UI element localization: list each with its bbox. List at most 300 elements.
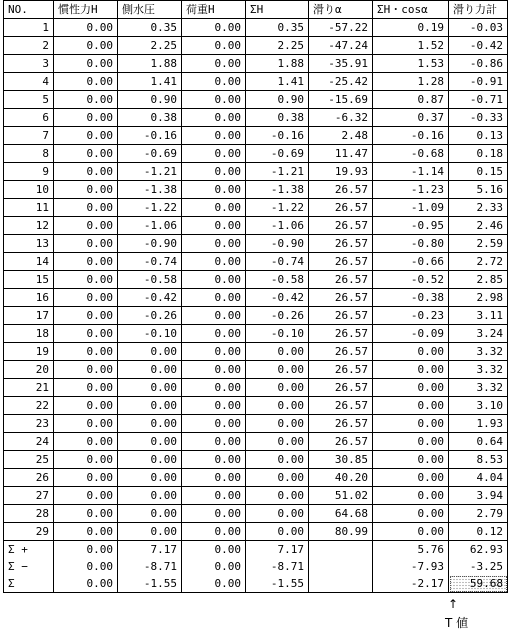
cell-side-water-pressure: 0.00: [118, 451, 182, 469]
table-row: [4, 397, 508, 415]
cell-no: 12: [4, 217, 54, 235]
cell-sum-h: -0.74: [246, 253, 309, 271]
cell-sum-h-cos-alpha: 0.00: [373, 343, 449, 361]
cell-no: 13: [4, 235, 54, 253]
cell-sum-h: -0.58: [246, 271, 309, 289]
cell-side-water-pressure: -1.21: [118, 163, 182, 181]
summary-cell-side-water-pressure: 7.17: [118, 541, 182, 559]
table-row: [4, 505, 508, 523]
cell-load-h: 0.00: [182, 73, 246, 91]
cell-sum-h: 0.00: [246, 469, 309, 487]
cell-slip-alpha: -25.42: [309, 73, 373, 91]
table-row: [4, 343, 508, 361]
cell-sum-h: -0.42: [246, 289, 309, 307]
table-row: [4, 127, 508, 145]
table-row: [4, 451, 508, 469]
cell-sum-h-cos-alpha: -0.52: [373, 271, 449, 289]
cell-load-h: 0.00: [182, 199, 246, 217]
cell-side-water-pressure: -0.69: [118, 145, 182, 163]
summary-cell-no: Σ −: [4, 558, 54, 575]
summary-cell-slip-alpha: [309, 575, 373, 593]
cell-no: 9: [4, 163, 54, 181]
summary-cell-sum-h: -8.71: [246, 558, 309, 575]
cell-inertia-h: 0.00: [54, 397, 118, 415]
cell-sum-h-cos-alpha: 0.37: [373, 109, 449, 127]
table-body: [4, 1, 508, 593]
cell-sum-h: 0.00: [246, 397, 309, 415]
cell-load-h: 0.00: [182, 325, 246, 343]
cell-sum-h-cos-alpha: -1.09: [373, 199, 449, 217]
cell-inertia-h: 0.00: [54, 181, 118, 199]
cell-no: 25: [4, 451, 54, 469]
cell-slip-force-total: 2.72: [449, 253, 508, 271]
cell-no: 23: [4, 415, 54, 433]
cell-slip-force-total: 2.98: [449, 289, 508, 307]
cell-side-water-pressure: -1.22: [118, 199, 182, 217]
cell-slip-alpha: 2.48: [309, 127, 373, 145]
cell-sum-h-cos-alpha: 1.52: [373, 37, 449, 55]
table-row: [4, 325, 508, 343]
cell-slip-force-total: 0.13: [449, 127, 508, 145]
cell-sum-h: -1.21: [246, 163, 309, 181]
cell-sum-h: 0.00: [246, 361, 309, 379]
table-row: [4, 487, 508, 505]
cell-slip-force-total: 3.24: [449, 325, 508, 343]
cell-inertia-h: 0.00: [54, 307, 118, 325]
cell-slip-alpha: 26.57: [309, 397, 373, 415]
summary-cell-slip-alpha: [309, 541, 373, 559]
cell-slip-force-total: 2.79: [449, 505, 508, 523]
cell-sum-h-cos-alpha: 1.53: [373, 55, 449, 73]
cell-sum-h-cos-alpha: -1.14: [373, 163, 449, 181]
cell-no: 27: [4, 487, 54, 505]
summary-cell-sum-h: -1.55: [246, 575, 309, 593]
cell-no: 1: [4, 19, 54, 37]
cell-sum-h: 0.00: [246, 451, 309, 469]
cell-side-water-pressure: 0.00: [118, 469, 182, 487]
header-row: [4, 1, 508, 19]
table-row: [4, 433, 508, 451]
cell-no: 16: [4, 289, 54, 307]
cell-load-h: 0.00: [182, 145, 246, 163]
header-load-h: 荷重H: [182, 1, 246, 19]
summary-cell-slip-alpha: [309, 558, 373, 575]
summary-cell-side-water-pressure: -1.55: [118, 575, 182, 593]
cell-side-water-pressure: -0.16: [118, 127, 182, 145]
cell-side-water-pressure: -0.10: [118, 325, 182, 343]
cell-sum-h: 0.38: [246, 109, 309, 127]
cell-load-h: 0.00: [182, 343, 246, 361]
summary-cell-side-water-pressure: -8.71: [118, 558, 182, 575]
cell-side-water-pressure: 0.00: [118, 379, 182, 397]
cell-slip-alpha: 26.57: [309, 253, 373, 271]
cell-slip-force-total: 3.32: [449, 343, 508, 361]
cell-sum-h: -1.38: [246, 181, 309, 199]
cell-sum-h: 0.35: [246, 19, 309, 37]
summary-cell-inertia-h: 0.00: [54, 575, 118, 593]
cell-inertia-h: 0.00: [54, 523, 118, 541]
cell-slip-alpha: -35.91: [309, 55, 373, 73]
cell-no: 28: [4, 505, 54, 523]
cell-slip-force-total: -0.71: [449, 91, 508, 109]
cell-inertia-h: 0.00: [54, 55, 118, 73]
cell-slip-force-total: -0.33: [449, 109, 508, 127]
cell-sum-h-cos-alpha: 0.00: [373, 361, 449, 379]
cell-side-water-pressure: 0.35: [118, 19, 182, 37]
summary-cell-sum-h-cos-alpha: -2.17: [373, 575, 449, 593]
table-row: [4, 235, 508, 253]
cell-sum-h-cos-alpha: -0.23: [373, 307, 449, 325]
summary-cell-slip-force-total: -3.25: [449, 558, 508, 575]
cell-no: 22: [4, 397, 54, 415]
cell-side-water-pressure: 0.00: [118, 523, 182, 541]
header-slip-force-total: 滑り力計: [449, 1, 508, 19]
summary-cell-no: Σ: [4, 575, 54, 593]
cell-side-water-pressure: -0.42: [118, 289, 182, 307]
cell-slip-force-total: 2.85: [449, 271, 508, 289]
cell-sum-h: 1.88: [246, 55, 309, 73]
cell-sum-h-cos-alpha: 0.00: [373, 523, 449, 541]
cell-inertia-h: 0.00: [54, 19, 118, 37]
cell-slip-force-total: 2.59: [449, 235, 508, 253]
cell-inertia-h: 0.00: [54, 505, 118, 523]
cell-slip-alpha: 80.99: [309, 523, 373, 541]
cell-slip-alpha: 30.85: [309, 451, 373, 469]
cell-slip-force-total: 0.18: [449, 145, 508, 163]
sum-plus-row: [4, 541, 508, 559]
summary-cell-load-h: 0.00: [182, 558, 246, 575]
cell-slip-force-total: 2.33: [449, 199, 508, 217]
cell-side-water-pressure: 0.00: [118, 505, 182, 523]
cell-side-water-pressure: 0.38: [118, 109, 182, 127]
cell-sum-h: 0.00: [246, 415, 309, 433]
t-value-cell: 59.68: [449, 575, 508, 593]
cell-inertia-h: 0.00: [54, 235, 118, 253]
cell-slip-force-total: 4.04: [449, 469, 508, 487]
cell-slip-alpha: -47.24: [309, 37, 373, 55]
cell-sum-h-cos-alpha: -0.95: [373, 217, 449, 235]
cell-inertia-h: 0.00: [54, 415, 118, 433]
cell-slip-alpha: 11.47: [309, 145, 373, 163]
cell-no: 6: [4, 109, 54, 127]
summary-cell-load-h: 0.00: [182, 541, 246, 559]
cell-sum-h-cos-alpha: -0.16: [373, 127, 449, 145]
cell-sum-h-cos-alpha: 0.00: [373, 469, 449, 487]
cell-side-water-pressure: 0.00: [118, 397, 182, 415]
cell-inertia-h: 0.00: [54, 343, 118, 361]
summary-cell-no: Σ +: [4, 541, 54, 559]
cell-slip-alpha: 26.57: [309, 379, 373, 397]
table-row: [4, 37, 508, 55]
cell-sum-h: -1.22: [246, 199, 309, 217]
cell-load-h: 0.00: [182, 109, 246, 127]
cell-side-water-pressure: -0.74: [118, 253, 182, 271]
cell-slip-force-total: -0.03: [449, 19, 508, 37]
cell-no: 26: [4, 469, 54, 487]
cell-no: 11: [4, 199, 54, 217]
cell-inertia-h: 0.00: [54, 91, 118, 109]
cell-sum-h-cos-alpha: -0.68: [373, 145, 449, 163]
cell-slip-alpha: 40.20: [309, 469, 373, 487]
cell-slip-alpha: 19.93: [309, 163, 373, 181]
cell-slip-force-total: 0.64: [449, 433, 508, 451]
cell-load-h: 0.00: [182, 487, 246, 505]
table-row: [4, 271, 508, 289]
cell-slip-force-total: 0.15: [449, 163, 508, 181]
cell-sum-h: 0.00: [246, 523, 309, 541]
table-row: [4, 307, 508, 325]
up-arrow-icon: ↑: [447, 597, 459, 611]
cell-side-water-pressure: -1.06: [118, 217, 182, 235]
cell-sum-h-cos-alpha: -0.80: [373, 235, 449, 253]
table-row: [4, 163, 508, 181]
summary-cell-load-h: 0.00: [182, 575, 246, 593]
sum-total-row: [4, 575, 508, 593]
cell-side-water-pressure: 0.00: [118, 433, 182, 451]
cell-sum-h: 0.00: [246, 487, 309, 505]
cell-slip-alpha: -6.32: [309, 109, 373, 127]
cell-no: 15: [4, 271, 54, 289]
cell-slip-alpha: 26.57: [309, 361, 373, 379]
cell-slip-alpha: 26.57: [309, 271, 373, 289]
cell-inertia-h: 0.00: [54, 145, 118, 163]
cell-sum-h-cos-alpha: 0.00: [373, 505, 449, 523]
cell-side-water-pressure: 1.88: [118, 55, 182, 73]
cell-slip-alpha: -57.22: [309, 19, 373, 37]
slip-force-table-container: [3, 0, 508, 630]
cell-sum-h: 1.41: [246, 73, 309, 91]
cell-inertia-h: 0.00: [54, 109, 118, 127]
header-sum-h: ΣH: [246, 1, 309, 19]
cell-slip-force-total: 3.10: [449, 397, 508, 415]
cell-slip-alpha: 26.57: [309, 325, 373, 343]
cell-slip-alpha: 26.57: [309, 217, 373, 235]
cell-slip-alpha: 26.57: [309, 199, 373, 217]
cell-inertia-h: 0.00: [54, 469, 118, 487]
cell-slip-force-total: -0.86: [449, 55, 508, 73]
t-value-label: T 値: [445, 616, 469, 630]
cell-no: 17: [4, 307, 54, 325]
cell-side-water-pressure: 0.00: [118, 487, 182, 505]
table-row: [4, 361, 508, 379]
cell-slip-alpha: 26.57: [309, 235, 373, 253]
cell-slip-force-total: 3.32: [449, 379, 508, 397]
cell-sum-h: -0.10: [246, 325, 309, 343]
cell-slip-alpha: 26.57: [309, 307, 373, 325]
cell-inertia-h: 0.00: [54, 253, 118, 271]
cell-slip-alpha: 26.57: [309, 415, 373, 433]
cell-sum-h: -0.69: [246, 145, 309, 163]
table-row: [4, 109, 508, 127]
cell-load-h: 0.00: [182, 397, 246, 415]
cell-load-h: 0.00: [182, 91, 246, 109]
cell-side-water-pressure: 0.00: [118, 361, 182, 379]
cell-load-h: 0.00: [182, 523, 246, 541]
summary-cell-sum-h-cos-alpha: -7.93: [373, 558, 449, 575]
cell-inertia-h: 0.00: [54, 289, 118, 307]
cell-sum-h: 0.00: [246, 379, 309, 397]
cell-load-h: 0.00: [182, 415, 246, 433]
cell-sum-h-cos-alpha: 0.87: [373, 91, 449, 109]
table-row: [4, 19, 508, 37]
cell-load-h: 0.00: [182, 469, 246, 487]
cell-side-water-pressure: -0.90: [118, 235, 182, 253]
cell-inertia-h: 0.00: [54, 451, 118, 469]
cell-no: 7: [4, 127, 54, 145]
cell-side-water-pressure: -0.26: [118, 307, 182, 325]
cell-sum-h-cos-alpha: -1.23: [373, 181, 449, 199]
table-row: [4, 199, 508, 217]
cell-sum-h: 0.00: [246, 505, 309, 523]
cell-load-h: 0.00: [182, 505, 246, 523]
cell-load-h: 0.00: [182, 253, 246, 271]
cell-slip-alpha: 64.68: [309, 505, 373, 523]
cell-no: 14: [4, 253, 54, 271]
table-row: [4, 73, 508, 91]
table-row: [4, 55, 508, 73]
cell-sum-h-cos-alpha: 0.00: [373, 487, 449, 505]
cell-sum-h: -0.26: [246, 307, 309, 325]
cell-slip-alpha: 26.57: [309, 433, 373, 451]
summary-cell-slip-force-total: 62.93: [449, 541, 508, 559]
table-row: [4, 145, 508, 163]
cell-no: 19: [4, 343, 54, 361]
header-side-water-pressure: 側水圧: [118, 1, 182, 19]
cell-sum-h-cos-alpha: -0.09: [373, 325, 449, 343]
cell-slip-force-total: -0.91: [449, 73, 508, 91]
cell-load-h: 0.00: [182, 307, 246, 325]
cell-load-h: 0.00: [182, 19, 246, 37]
cell-inertia-h: 0.00: [54, 325, 118, 343]
header-slip-alpha: 滑りα: [309, 1, 373, 19]
cell-side-water-pressure: 0.90: [118, 91, 182, 109]
cell-load-h: 0.00: [182, 361, 246, 379]
cell-slip-alpha: -15.69: [309, 91, 373, 109]
cell-load-h: 0.00: [182, 127, 246, 145]
table-row: [4, 415, 508, 433]
cell-load-h: 0.00: [182, 181, 246, 199]
cell-no: 24: [4, 433, 54, 451]
cell-inertia-h: 0.00: [54, 271, 118, 289]
slip-force-table: [3, 0, 508, 593]
cell-load-h: 0.00: [182, 55, 246, 73]
cell-slip-force-total: 3.11: [449, 307, 508, 325]
cell-load-h: 0.00: [182, 163, 246, 181]
cell-no: 8: [4, 145, 54, 163]
cell-sum-h-cos-alpha: 0.19: [373, 19, 449, 37]
cell-no: 21: [4, 379, 54, 397]
cell-load-h: 0.00: [182, 451, 246, 469]
table-row: [4, 253, 508, 271]
sum-minus-row: [4, 558, 508, 575]
cell-slip-force-total: 2.46: [449, 217, 508, 235]
cell-slip-force-total: 1.93: [449, 415, 508, 433]
table-row: [4, 289, 508, 307]
cell-slip-force-total: -0.42: [449, 37, 508, 55]
cell-slip-force-total: 0.12: [449, 523, 508, 541]
cell-no: 4: [4, 73, 54, 91]
cell-load-h: 0.00: [182, 271, 246, 289]
header-sum-h-cos-alpha: ΣH・cosα: [373, 1, 449, 19]
cell-sum-h: -0.90: [246, 235, 309, 253]
cell-sum-h-cos-alpha: 0.00: [373, 451, 449, 469]
cell-inertia-h: 0.00: [54, 127, 118, 145]
summary-cell-inertia-h: 0.00: [54, 558, 118, 575]
cell-sum-h-cos-alpha: -0.66: [373, 253, 449, 271]
cell-slip-force-total: 5.16: [449, 181, 508, 199]
summary-cell-sum-h: 7.17: [246, 541, 309, 559]
cell-sum-h-cos-alpha: 0.00: [373, 433, 449, 451]
cell-side-water-pressure: -1.38: [118, 181, 182, 199]
cell-no: 29: [4, 523, 54, 541]
cell-no: 3: [4, 55, 54, 73]
cell-sum-h: 0.00: [246, 433, 309, 451]
cell-inertia-h: 0.00: [54, 433, 118, 451]
summary-cell-sum-h-cos-alpha: 5.76: [373, 541, 449, 559]
cell-sum-h-cos-alpha: 1.28: [373, 73, 449, 91]
cell-load-h: 0.00: [182, 433, 246, 451]
table-row: [4, 379, 508, 397]
table-row: [4, 217, 508, 235]
cell-side-water-pressure: 1.41: [118, 73, 182, 91]
cell-sum-h-cos-alpha: 0.00: [373, 415, 449, 433]
cell-sum-h: 0.90: [246, 91, 309, 109]
cell-slip-force-total: 3.32: [449, 361, 508, 379]
table-row: [4, 523, 508, 541]
cell-side-water-pressure: 2.25: [118, 37, 182, 55]
cell-load-h: 0.00: [182, 235, 246, 253]
cell-load-h: 0.00: [182, 289, 246, 307]
cell-sum-h: 0.00: [246, 343, 309, 361]
cell-inertia-h: 0.00: [54, 361, 118, 379]
cell-slip-force-total: 3.94: [449, 487, 508, 505]
cell-no: 5: [4, 91, 54, 109]
cell-load-h: 0.00: [182, 379, 246, 397]
cell-sum-h: -0.16: [246, 127, 309, 145]
cell-sum-h: 2.25: [246, 37, 309, 55]
table-row: [4, 469, 508, 487]
cell-load-h: 0.00: [182, 217, 246, 235]
cell-slip-alpha: 26.57: [309, 289, 373, 307]
cell-sum-h-cos-alpha: 0.00: [373, 397, 449, 415]
cell-no: 20: [4, 361, 54, 379]
cell-slip-alpha: 51.02: [309, 487, 373, 505]
cell-inertia-h: 0.00: [54, 217, 118, 235]
table-row: [4, 91, 508, 109]
cell-inertia-h: 0.00: [54, 379, 118, 397]
cell-inertia-h: 0.00: [54, 73, 118, 91]
cell-side-water-pressure: 0.00: [118, 343, 182, 361]
cell-inertia-h: 0.00: [54, 163, 118, 181]
cell-slip-alpha: 26.57: [309, 181, 373, 199]
table-row: [4, 181, 508, 199]
header-no: NO.: [4, 1, 54, 19]
summary-cell-inertia-h: 0.00: [54, 541, 118, 559]
cell-load-h: 0.00: [182, 37, 246, 55]
cell-sum-h: -1.06: [246, 217, 309, 235]
cell-sum-h-cos-alpha: 0.00: [373, 379, 449, 397]
cell-side-water-pressure: 0.00: [118, 415, 182, 433]
cell-slip-alpha: 26.57: [309, 343, 373, 361]
header-inertia-h: 慣性力H: [54, 1, 118, 19]
cell-slip-force-total: 8.53: [449, 451, 508, 469]
cell-no: 10: [4, 181, 54, 199]
cell-inertia-h: 0.00: [54, 199, 118, 217]
cell-sum-h-cos-alpha: -0.38: [373, 289, 449, 307]
cell-no: 2: [4, 37, 54, 55]
cell-side-water-pressure: -0.58: [118, 271, 182, 289]
cell-inertia-h: 0.00: [54, 487, 118, 505]
